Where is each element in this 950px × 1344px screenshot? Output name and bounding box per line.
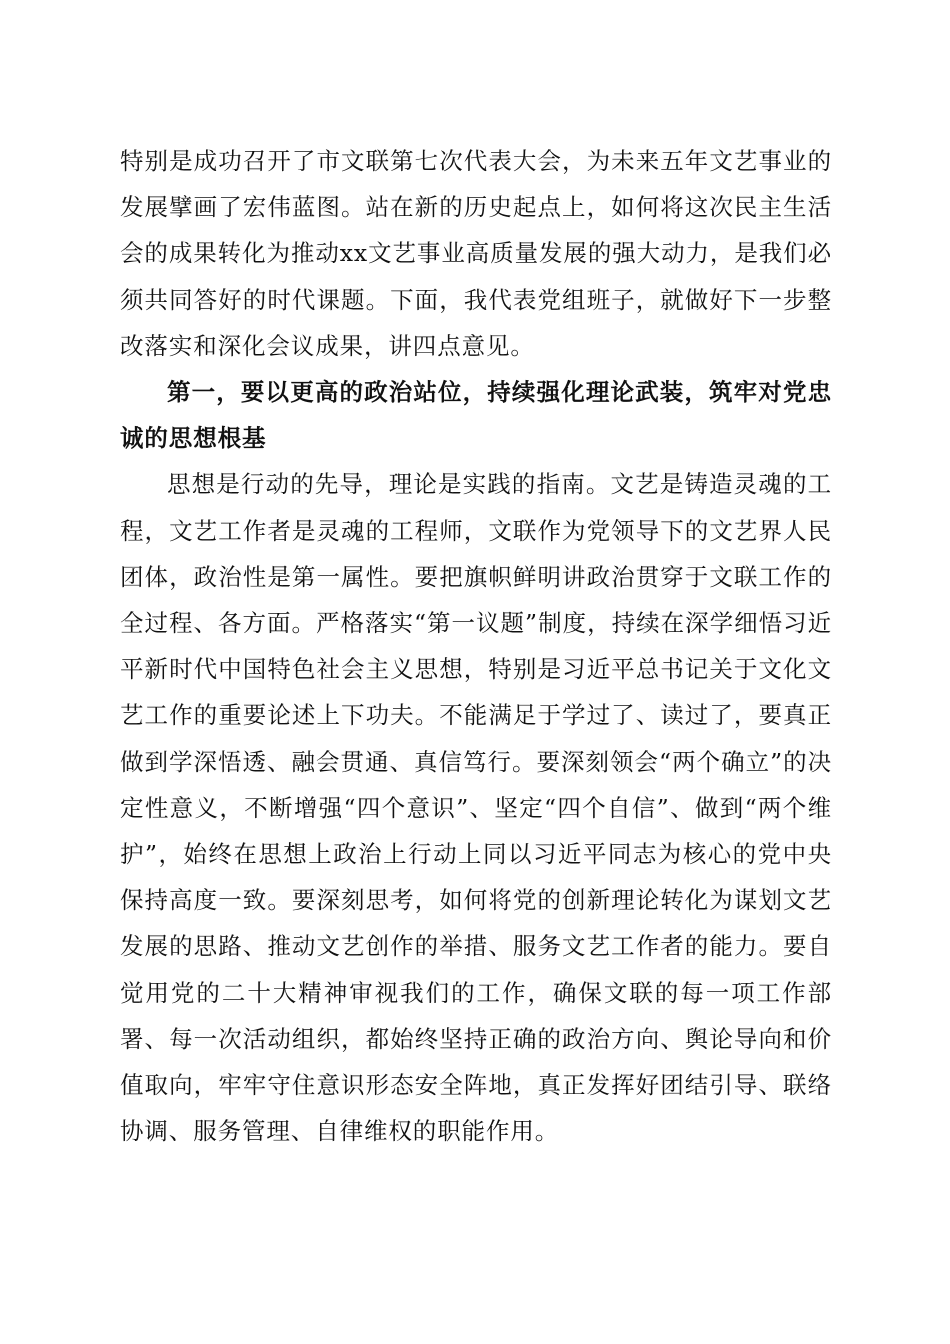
paragraph-continued: 特别是成功召开了市文联第七次代表大会，为未来五年文艺事业的发展擘画了宏伟蓝图。站在新的历史起点上，如何将这次民主生活会的成果转化为推动xx文艺事业高质量发展的强大动力，是我们必须共同答好的时代课题。下面，我代表党组班子，就做好下一步整改落实和深化会议成果，讲四点意见。 — [120, 147, 832, 360]
document-body — [120, 138, 832, 1154]
section-heading: 第一，要以更高的政治站位，持续强化理论武装，筑牢对党忠诚的思想根基 — [120, 378, 832, 453]
paragraph-body: 思想是行动的先导，理论是实践的指南。文艺是铸造灵魂的工程，文艺工作者是灵魂的工程师，文联作为党领导下的文艺界人民团体，政治性是第一属性。要把旗帜鲜明讲政治贯穿于文联工作的全过程、各方面。严格落实“第一议题”制度，持续在深学细悟习近平新时代中国特色社会主义思想，特别是习近平总书记关于文化文艺工作的重要论述上下功夫。不能满足于学过了、读过了，要真正做到学深悟透、融会贯通、真信笃行。要深刻领会“两个确立”的决定性意义，不断增强“四个意识”、坚定“四个自信”、做到“两个维护”，始终在思想上政治上行动上同以习近平同志为核心的党中央保持高度一致。要深刻思考，如何将党的创新理论转化为谋划文艺发展的思路、推动文艺创作的举措、服务文艺工作者的能力。要自觉用党的二十大精神审视我们的工作，确保文联的每一项工作部署、每一次活动组织，都始终坚持正确的政治方向、舆论导向和价值取向，牢牢守住意识形态安全阵地，真正发挥好团结引导、联络协调、服务管理、自律维权的职能作用。 — [120, 470, 832, 1146]
